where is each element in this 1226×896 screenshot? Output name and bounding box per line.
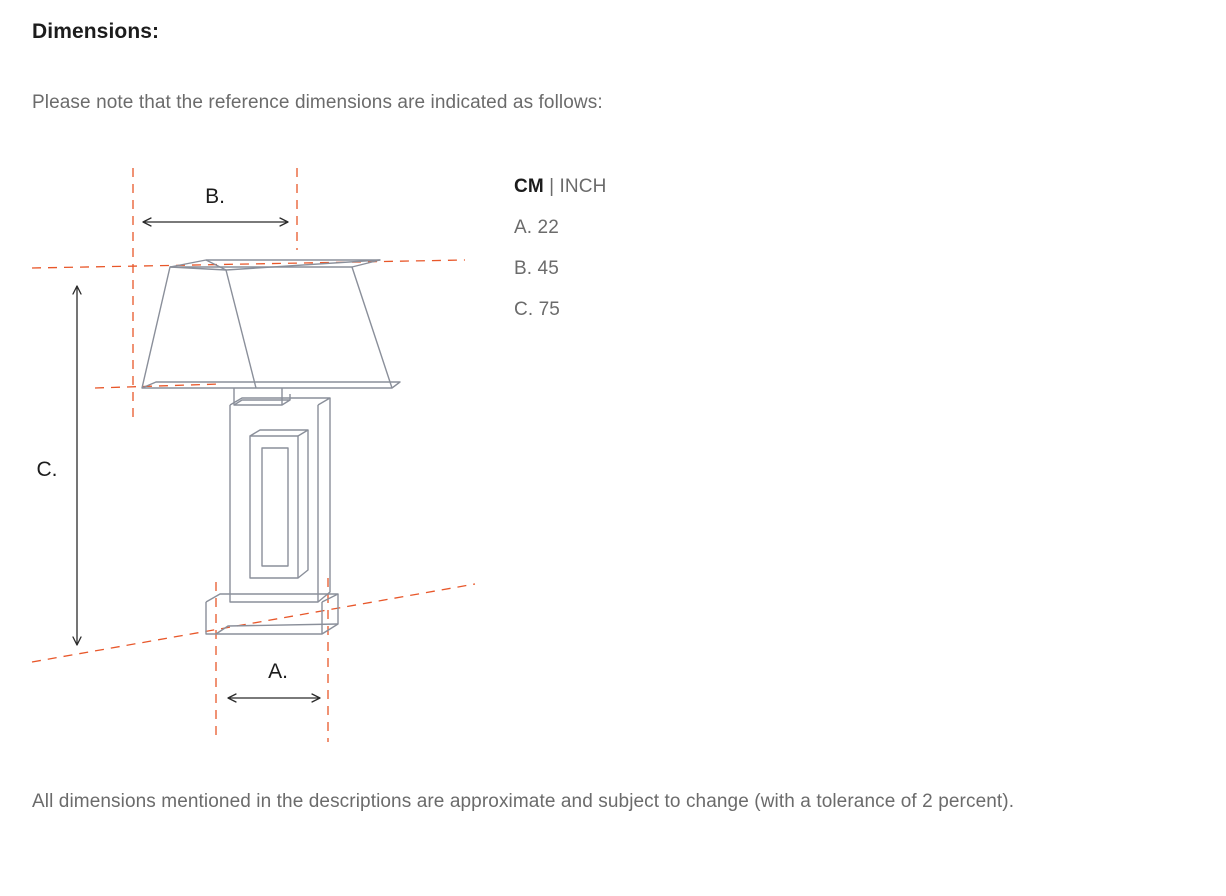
tolerance-note: All dimensions mentioned in the descriptions are approximate and subject to change (with a tolerance of 2 percent). [32,791,1015,812]
unit-secondary: INCH [559,176,607,197]
lamp-dimension-diagram [20,150,520,760]
unit-primary: CM [514,176,544,197]
page-title: Dimensions: [32,20,160,43]
legend-row-b: B. 45 [514,258,559,279]
legend-row-c: C. 75 [514,299,560,320]
legend-units [514,176,874,198]
dimension-label-c: C. [36,458,58,481]
dimension-label-a: A. [268,660,288,683]
legend-row-a: A. 22 [514,217,559,238]
dimension-legend [514,176,874,340]
reference-note: Please note that the reference dimensions are indicated as follows: [32,92,603,113]
dimension-label-b: B. [205,185,225,208]
unit-separator: | [543,176,560,197]
